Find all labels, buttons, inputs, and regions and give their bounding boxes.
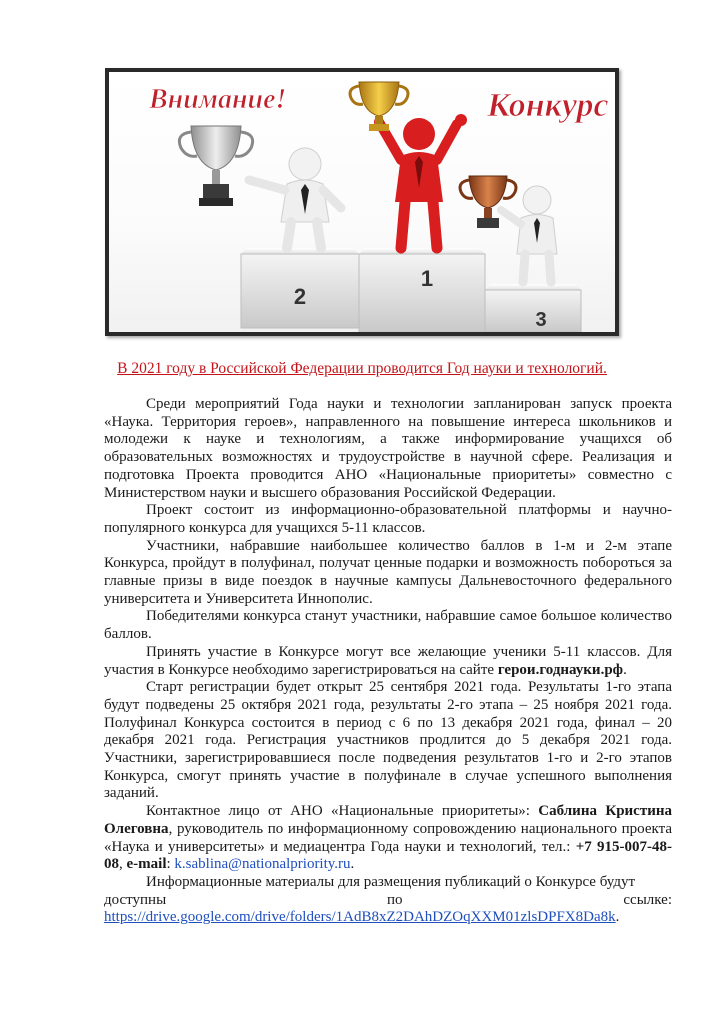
paragraph-3: Участники, набравшие наибольшее количество баллов в 1-м и 2-м этапе Конкурса, пройдут в полуфинал, получат ценные подарки и возможность побороться за главные призы в виде поездок в научные кампусы Дальневосточного федерального университета и Университета Иннополис. xyxy=(104,537,672,607)
podium-illustration xyxy=(109,72,615,332)
contact-name: Саблина Кристина Олеговна xyxy=(104,803,672,837)
paragraph-8-line-1: Информационные материалы для размещения публикаций о Конкурсе будут xyxy=(146,873,636,890)
podium-step-2 xyxy=(241,248,359,328)
figure-second-place xyxy=(249,148,341,248)
podium-step-3 xyxy=(485,284,581,332)
trophy-bronze-icon xyxy=(460,176,516,228)
contact-phone: +7 915-007-48-08 xyxy=(104,838,672,873)
title-contest: Конкурс xyxy=(487,87,609,124)
podium-label-1: 1 xyxy=(420,266,434,291)
podium-step-1 xyxy=(359,248,485,332)
paragraph-8-line-3: https://drive.google.com/drive/folders/1AdB8xZ2DAhDZOqXXM01zlsDPFX8Da8k. xyxy=(104,909,620,926)
fist-icon xyxy=(455,114,467,126)
paragraph-2: Проект состоит из информационно-образовательной платформы и научно-популярного конкурса для учащихся 5-11 классов. xyxy=(104,502,672,536)
article-body xyxy=(104,396,672,927)
figure-first-place xyxy=(379,118,457,248)
podium-label-2: 2 xyxy=(293,284,307,309)
trophy-gold-icon xyxy=(350,82,408,131)
drive-folder-link[interactable]: https://drive.google.com/drive/folders/1AdB8xZ2DAhDZOqXXM01zlsDPFX8Da8k xyxy=(104,909,616,926)
paragraph-8-line-2: доступны по ссылке: xyxy=(104,891,672,908)
contact-email-link[interactable]: k.sablina@nationalpriority.ru xyxy=(174,856,351,873)
paragraph-5: Принять участие в Конкурсе могут все желающие ученики 5-11 классов. Для участия в Конкурсе необходимо зарегистрироваться на сайте герои.годнауки.рф. xyxy=(104,643,672,678)
paragraph-1: Среди мероприятий Года науки и технологии запланирован запуск проекта «Наука. Территория героев», направленного на повышение интереса школьников и молодежи к науке и технологиям, а также информирование учащихся об образовательных возможностях и трудоустройстве в научной сфере. Реализация и подготовка Проекта проводится АНО «Национальные приоритеты» совместно с Министерством науки и высшего образования Российской Федерации. xyxy=(104,396,672,501)
paragraph-4: Победителями конкурса станут участники, набравшие самое большое количество баллов. xyxy=(104,608,672,643)
paragraph-7-contact: Контактное лицо от АНО «Национальные приоритеты»: Саблина Кристина Олеговна, руководитель по информационному сопровождению национального проекта «Наука и университеты» и медиацентра Года науки и технологий, тел.: +7 915-007-48-08, e-mail: k.sablina@nationalpriority.ru. xyxy=(104,803,672,873)
contest-banner-image xyxy=(105,68,619,336)
email-label: e-mail xyxy=(126,856,167,873)
paragraph-6: Старт регистрации будет открыт 25 сентября 2021 года. Результаты 1-го этапа будут подведены 25 октября 2021 года, результаты 2-го этапа – 25 ноября 2021 года. Полуфинал Конкурса состоится в период с 6 по 13 декабря 2021 года, финал – 20 декабря 2021 года. Регистрация участников продлится до 5 декабря 2021 года. Участники, зарегистрировавшиеся после подведения результатов 1-го и 2-го этапов Конкурса, смогут принять участие в полуфинале в случае успешного выполнения заданий. xyxy=(104,679,672,802)
title-attention: Внимание! xyxy=(149,84,287,115)
podium-label-3: 3 xyxy=(535,309,547,331)
trophy-silver-icon xyxy=(179,126,252,206)
headline: В 2021 году в Российской Федерации проводится Год науки и технологий. xyxy=(117,360,607,377)
site-name: герои.годнауки.рф xyxy=(497,661,624,678)
figure-third-place xyxy=(501,186,557,282)
